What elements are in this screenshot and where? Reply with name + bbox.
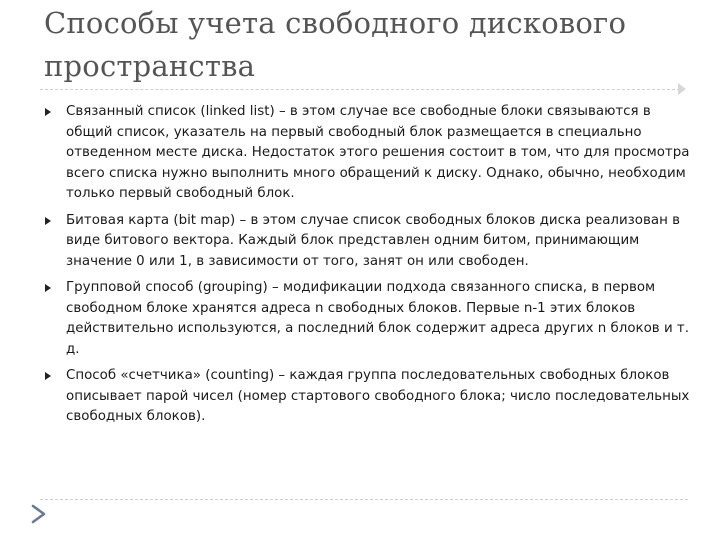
footer-divider <box>40 499 688 500</box>
bullet-text: Связанный список (linked list) – в этом случае все свободные блоки связываются в общий список, указатель на первый свободный блок размещается в специально отведенном месте диска. Недостаток этого решения состоит в том, что для просмотра всего списка нужно выполнить много обращений к диску. Однако, обычно, необходим только первый свободный блок. <box>66 104 690 201</box>
divider-triangle-icon <box>678 83 686 95</box>
bullet-item-bit-map <box>44 211 696 273</box>
bullet-text: Групповой способ (grouping) – модификации подхода связанного списка, в первом свободном блоке хранятся адреса n свободных блоков. Первые n-1 этих блоков действительно используются, а последний блок содержит адреса других n блоков и т. д. <box>66 280 689 357</box>
triangle-right-icon <box>45 284 51 292</box>
slide-title: Способы учета свободного дискового пространства <box>44 6 627 83</box>
bullet-item-counting <box>44 366 696 428</box>
triangle-right-icon <box>45 108 51 116</box>
bullet-text: Способ «счетчика» (counting) – каждая группа последовательных свободных блоков описывает парой чисел (номер стартового свободного блока; число последовательных свободных блоков). <box>66 368 690 424</box>
bullet-list <box>44 102 696 434</box>
title-divider <box>40 89 680 90</box>
arrow-right-icon[interactable] <box>30 504 48 524</box>
bullet-item-linked-list <box>44 102 696 205</box>
bullet-text: Битовая карта (bit map) – в этом случае список свободных блоков диска реализован в виде битового вектора. Каждый блок представлен одним битом, принимающим значение 0 или 1, в зависимости от того, занят он или свободен. <box>66 212 681 269</box>
triangle-right-icon <box>45 372 51 380</box>
triangle-right-icon <box>45 217 51 225</box>
bullet-item-grouping <box>44 278 696 360</box>
